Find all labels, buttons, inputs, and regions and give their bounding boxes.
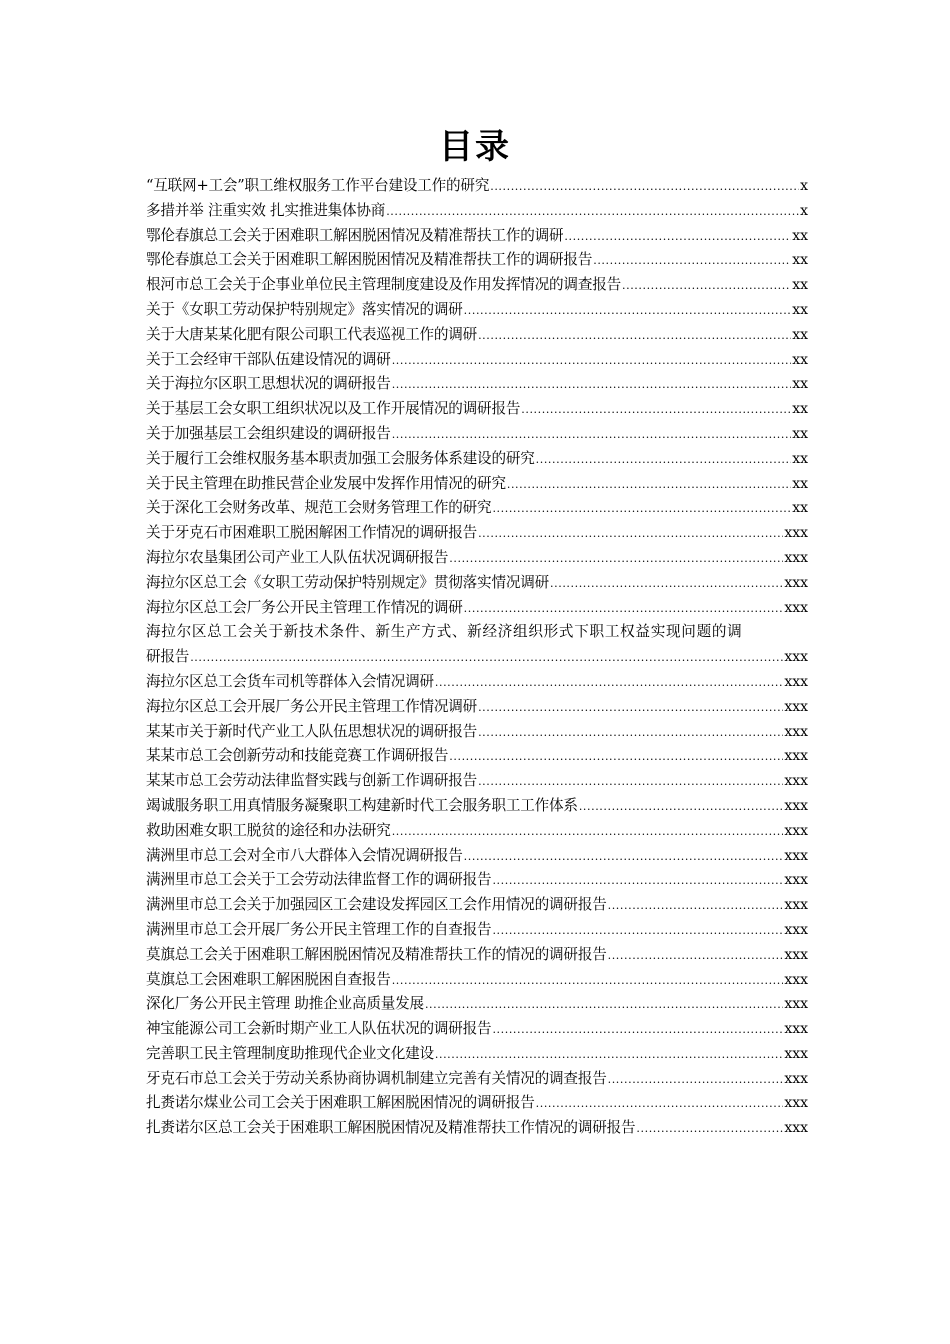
toc-entry-continuation (146, 645, 808, 670)
toc-title: 目录 (439, 127, 511, 167)
dot-leader (550, 572, 783, 596)
toc-entry[interactable] (146, 521, 808, 546)
dot-leader (464, 597, 784, 621)
dot-leader (425, 993, 783, 1017)
dot-leader (392, 349, 792, 373)
toc-entry[interactable] (146, 224, 808, 249)
toc-entry[interactable] (146, 670, 808, 695)
dot-leader (190, 646, 783, 670)
toc-entry-title: 满洲里市总工会关于加强园区工会建设发挥园区工会作用情况的调研报告 (146, 896, 607, 914)
toc-page-number: xx (792, 425, 808, 442)
dot-leader (392, 373, 792, 397)
dot-leader (564, 225, 791, 249)
toc-list (146, 174, 808, 1141)
toc-entry[interactable] (146, 720, 808, 745)
toc-entry-title: 关于工会经审干部队伍建设情况的调研 (146, 350, 391, 368)
toc-entry[interactable] (146, 496, 808, 521)
toc-entry-title: 海拉尔农垦集团公司产业工人队伍状况调研报告 (146, 548, 449, 566)
toc-page-number: x (800, 202, 808, 219)
toc-page-number: xxx (784, 723, 808, 740)
dot-leader (636, 1117, 783, 1141)
toc-entry-title: 关于海拉尔区职工思想状况的调研报告 (146, 375, 391, 393)
toc-entry-title: 海拉尔区总工会开展厂务公开民主管理工作情况调研 (146, 697, 478, 715)
dot-leader (608, 894, 784, 918)
dot-leader (536, 1092, 784, 1116)
dot-leader (392, 423, 792, 447)
dot-leader (464, 845, 784, 869)
toc-entry-title: 某某市总工会创新劳动和技能竞赛工作调研报告 (146, 747, 449, 765)
dot-leader (478, 721, 783, 745)
dot-leader (490, 175, 799, 199)
toc-entry[interactable] (146, 273, 808, 298)
toc-entry-title: 关于民主管理在助推民营企业发展中发挥作用情况的研究 (146, 474, 506, 492)
toc-entry[interactable] (146, 918, 808, 943)
toc-entry-title: 某某市总工会劳动法律监督实践与创新工作调研报告 (146, 772, 478, 790)
dot-leader (478, 522, 783, 546)
toc-entry-title: 根河市总工会关于企事业单位民主管理制度建设及作用发挥情况的调查报告 (146, 276, 621, 294)
toc-entry[interactable] (146, 744, 808, 769)
toc-page-number: xxx (784, 921, 808, 938)
toc-entry[interactable] (146, 348, 808, 373)
toc-page-number: xx (792, 227, 808, 244)
dot-leader (392, 820, 784, 844)
toc-entry[interactable] (146, 199, 808, 224)
toc-page-number: xxx (784, 549, 808, 566)
dot-leader (593, 249, 791, 273)
toc-page-number: xxx (784, 872, 808, 889)
toc-page-number: xxx (784, 1095, 808, 1112)
toc-entry-title: 多措并举 注重实效 扎实推进集体协商 (146, 201, 386, 219)
toc-entry-title: 关于《女职工劳动保护特别规定》落实情况的调研 (146, 300, 463, 318)
toc-entry-title: 海拉尔区总工会《女职工劳动保护特别规定》贯彻落实情况调研 (146, 573, 550, 591)
dot-leader (492, 919, 783, 943)
toc-entry[interactable] (146, 943, 808, 968)
toc-page-number: xxx (784, 996, 808, 1013)
toc-page-number: x (800, 178, 808, 194)
toc-entry-title: 某某市关于新时代产业工人队伍思想状况的调研报告 (146, 722, 478, 740)
dot-leader (521, 398, 791, 422)
toc-entry-title: 满洲里市总工会对全市八大群体入会情况调研报告 (146, 846, 463, 864)
toc-page-number: xxx (784, 773, 808, 790)
toc-page-number: xxx (784, 971, 808, 988)
toc-entry[interactable] (146, 174, 808, 199)
toc-entry-title: 竭诚服务职工用真情服务凝聚职工构建新时代工会服务职工工作体系 (146, 796, 578, 814)
toc-page-number: xx (792, 450, 808, 467)
toc-entry-title: 关于基层工会女职工组织状况以及工作开展情况的调研报告 (146, 400, 521, 418)
dot-leader (622, 274, 791, 298)
toc-entry-title: 关于牙克石市困难职工脱困解困工作情况的调研报告 (146, 524, 478, 542)
toc-entry[interactable] (146, 571, 808, 596)
toc-entry[interactable] (146, 546, 808, 571)
toc-entry[interactable] (146, 992, 808, 1017)
dot-leader (392, 969, 784, 993)
toc-entry[interactable] (146, 620, 808, 670)
toc-entry[interactable] (146, 1067, 808, 1092)
toc-entry[interactable] (146, 1091, 808, 1116)
toc-page-number: xxx (784, 1045, 808, 1062)
toc-page-number: xxx (784, 574, 808, 591)
dot-leader (435, 1043, 783, 1067)
toc-entry-title: 莫旗总工会关于困难职工解困脱困情况及精准帮扶工作的情况的调研报告 (146, 945, 607, 963)
toc-entry[interactable] (146, 422, 808, 447)
dot-leader (608, 1068, 784, 1092)
toc-page-number: xx (792, 475, 808, 492)
toc-page-number: xxx (784, 673, 808, 690)
toc-entry-title: 关于深化工会财务改革、规范工会财务管理工作的研究 (146, 499, 492, 517)
toc-entry-title: 满洲里市总工会关于工会劳动法律监督工作的调研报告 (146, 871, 492, 889)
toc-page-number: xxx (784, 946, 808, 963)
toc-entry[interactable] (146, 968, 808, 993)
dot-leader (536, 448, 792, 472)
dot-leader (492, 497, 791, 521)
toc-entry[interactable] (146, 248, 808, 273)
toc-page-number: xxx (784, 1120, 808, 1137)
dot-leader (449, 547, 783, 571)
dot-leader (579, 795, 783, 819)
toc-entry[interactable] (146, 794, 808, 819)
toc-page-number: xxx (784, 1021, 808, 1038)
toc-entry-title-continued: 研报告 (146, 648, 190, 666)
dot-leader (492, 869, 783, 893)
toc-page-number: xxx (784, 897, 808, 914)
toc-entry-title: 海拉尔区总工会货车司机等群体入会情况调研 (146, 672, 434, 690)
toc-entry-title: 鄂伦春旗总工会关于困难职工解困脱困情况及精准帮扶工作的调研 (146, 226, 564, 244)
toc-entry-title: 救助困难女职工脱贫的途径和办法研究 (146, 821, 391, 839)
toc-entry-title: 神宝能源公司工会新时期产业工人队伍状况的调研报告 (146, 1020, 492, 1038)
dot-leader (386, 200, 799, 224)
toc-page-number: xxx (784, 599, 808, 616)
toc-entry[interactable] (146, 844, 808, 869)
toc-entry-title: 海拉尔区总工会厂务公开民主管理工作情况的调研 (146, 598, 463, 616)
toc-entry[interactable] (146, 1017, 808, 1042)
toc-page-number: xxx (784, 748, 808, 765)
toc-entry[interactable] (146, 323, 808, 348)
toc-entry[interactable] (146, 769, 808, 794)
toc-entry[interactable] (146, 298, 808, 323)
toc-page-number: xxx (784, 1070, 808, 1087)
toc-page-number: xxx (784, 797, 808, 814)
toc-entry-title: “互联网+工会”职工维权服务工作平台建设工作的研究 (146, 177, 490, 194)
toc-entry-title: 扎赉诺尔煤业公司工会关于困难职工解困脱困情况的调研报告 (146, 1094, 535, 1112)
toc-entry-title: 深化厂务公开民主管理 助推企业高质量发展 (146, 995, 424, 1013)
toc-entry-title: 莫旗总工会困难职工解困脱困自查报告 (146, 970, 391, 988)
toc-entry-title: 扎赉诺尔区总工会关于困难职工解困脱困情况及精准帮扶工作情况的调研报告 (146, 1119, 636, 1137)
toc-entry[interactable] (146, 819, 808, 844)
toc-page-number: xx (792, 401, 808, 418)
toc-entry-title: 完善职工民主管理制度助推现代企业文化建设 (146, 1044, 434, 1062)
toc-entry[interactable] (146, 1116, 808, 1141)
dot-leader (478, 770, 783, 794)
dot-leader (492, 1018, 783, 1042)
dot-leader (464, 299, 792, 323)
dot-leader (435, 671, 783, 695)
toc-entry[interactable] (146, 695, 808, 720)
toc-page-number: xx (792, 301, 808, 318)
toc-page-number: xx (792, 326, 808, 343)
dot-leader (608, 944, 784, 968)
toc-page-number: xx (792, 252, 808, 269)
toc-page-number: xxx (784, 847, 808, 864)
toc-entry-title: 关于履行工会维权服务基本职责加强工会服务体系建设的研究 (146, 449, 535, 467)
toc-page-number: xxx (784, 525, 808, 542)
toc-entry-title: 满洲里市总工会开展厂务公开民主管理工作的自查报告 (146, 920, 492, 938)
toc-entry-title: 鄂伦春旗总工会关于困难职工解困脱困情况及精准帮扶工作的调研报告 (146, 251, 593, 269)
dot-leader (449, 745, 783, 769)
toc-page-number: xxx (784, 822, 808, 839)
toc-page-number: xx (792, 500, 808, 517)
dot-leader (478, 324, 791, 348)
toc-page-number: xx (792, 351, 808, 368)
toc-entry[interactable] (146, 372, 808, 397)
toc-page-number: xx (792, 277, 808, 294)
toc-page-number: xxx (784, 649, 808, 666)
toc-entry-title: 海拉尔区总工会关于新技术条件、新生产方式、新经济组织形式下职工权益实现问题的调 (146, 623, 743, 641)
toc-entry-title: 牙克石市总工会关于劳动关系协商协调机制建立完善有关情况的调查报告 (146, 1069, 607, 1087)
toc-entry-title: 关于加强基层工会组织建设的调研报告 (146, 424, 391, 442)
toc-entry[interactable] (146, 447, 808, 472)
dot-leader (507, 473, 791, 497)
toc-entry-title: 关于大唐某某化肥有限公司职工代表巡视工作的调研 (146, 325, 478, 343)
toc-page-number: xx (792, 376, 808, 393)
toc-page-number: xxx (784, 698, 808, 715)
toc-entry[interactable] (146, 868, 808, 893)
dot-leader (478, 696, 783, 720)
toc-entry[interactable] (146, 397, 808, 422)
toc-entry[interactable] (146, 1042, 808, 1067)
toc-entry[interactable] (146, 596, 808, 621)
toc-entry[interactable] (146, 893, 808, 918)
toc-entry[interactable] (146, 472, 808, 497)
